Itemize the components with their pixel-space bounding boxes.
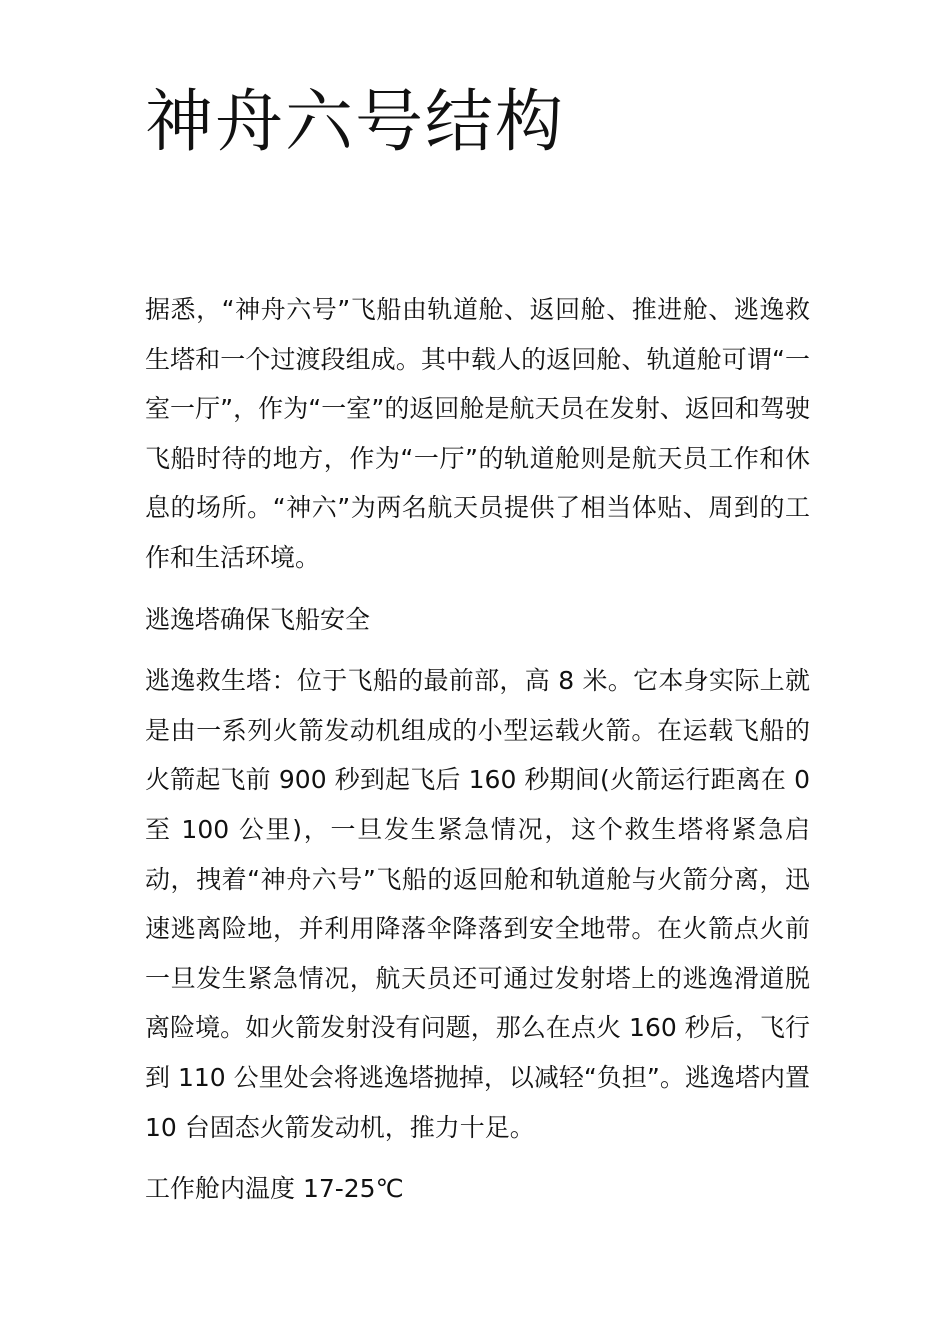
escape-tower-paragraph: 逃逸救生塔：位于飞船的最前部，高 8 米。它本身实际上就是由一系列火箭发动机组成的小型运载火箭。在运载飞船的火箭起飞前 900 秒到起飞后 160 秒期间(火箭运行距离在 0 至 100 公里)，一旦发生紧急情况，这个救生塔将紧急启动，拽着“神舟六号”飞船的返回舱和轨道舱与火箭分离，迅速逃离险地，并利用降落伞降落到安全地带。在火箭点火前一旦发生紧急情况，航天员还可通过发射塔上的逃逸滑道脱离险境。如火箭发射没有问题，那么在点火 160 秒后，飞行到 110 公里处会将逃逸塔抛掉，以减轻“负担”。逃逸塔内置 10 台固态火箭发动机，推力十足。 (145, 666, 810, 1142)
section-heading-cabin-temperature: 工作舱内温度 17-25℃ (145, 1174, 404, 1204)
document-body (145, 285, 810, 1226)
document-title: 神舟六号结构 (145, 83, 566, 162)
intro-paragraph: 据悉，“神舟六号”飞船由轨道舱、返回舱、推进舱、逃逸救生塔和一个过渡段组成。其中载人的返回舱、轨道舱可谓“一室一厅”，作为“一室”的返回舱是航天员在发射、返回和驾驶飞船时待的地方，作为“一厅”的轨道舱则是航天员工作和休息的场所。“神六”为两名航天员提供了相当体贴、周到的工作和生活环境。 (145, 295, 810, 572)
section-heading-escape-tower: 逃逸塔确保飞船安全 (145, 604, 371, 634)
